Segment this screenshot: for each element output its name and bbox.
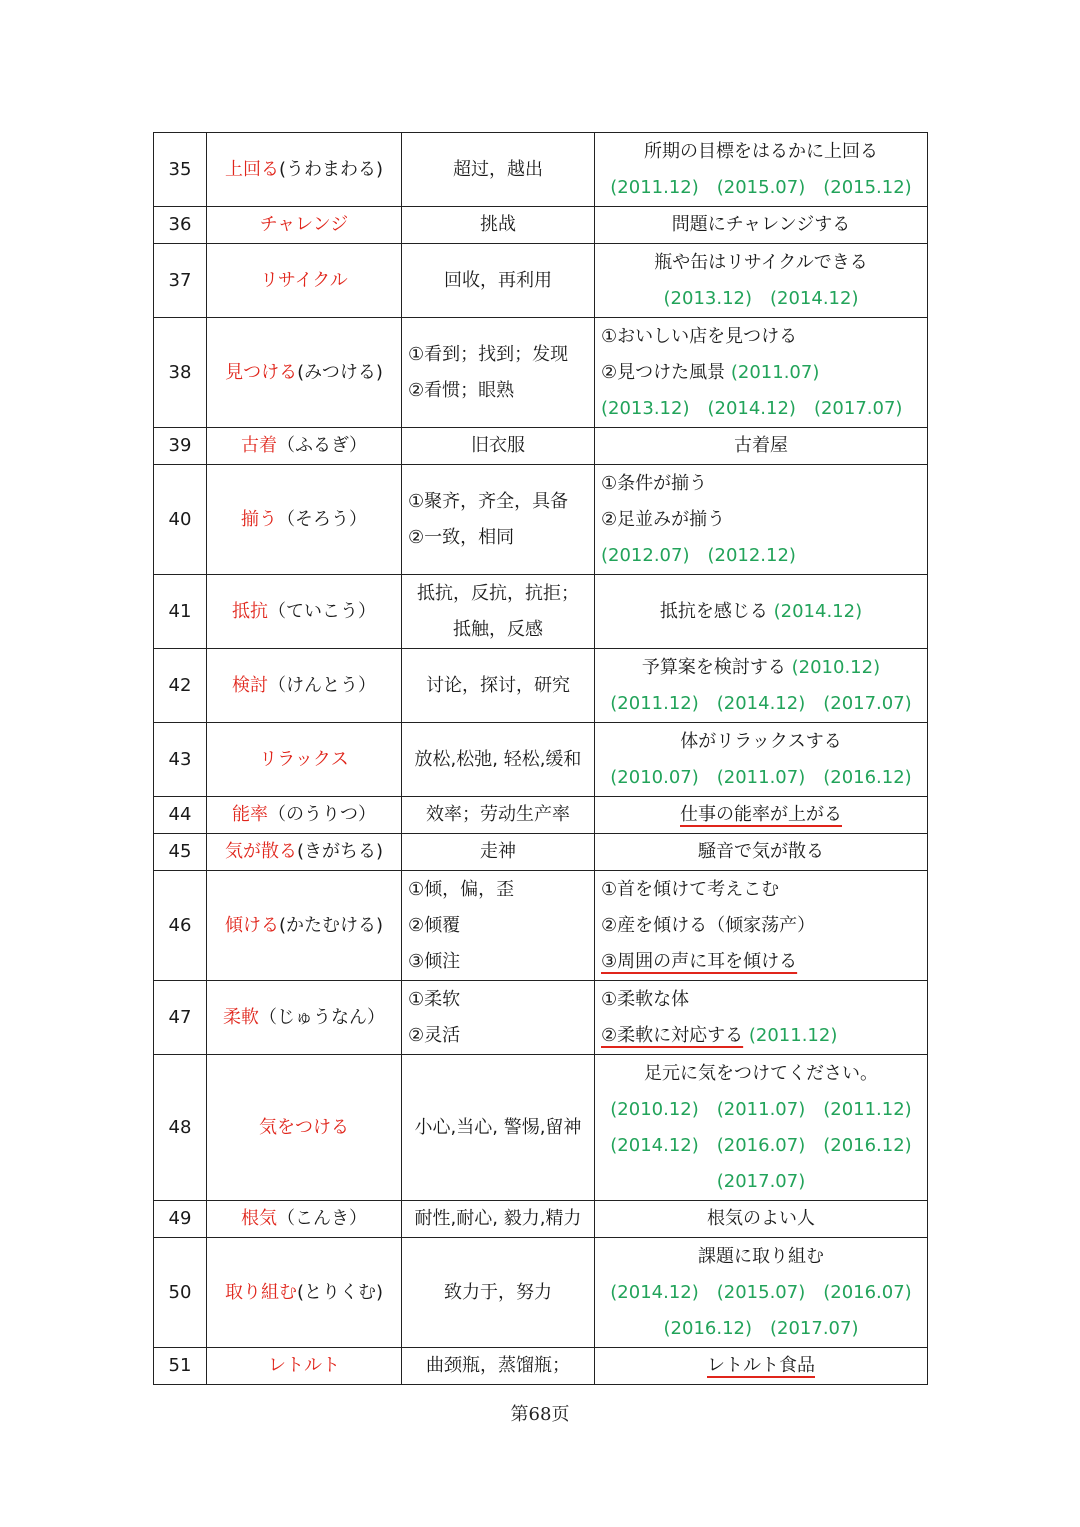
- meaning: 回收，再利用: [402, 244, 595, 318]
- example: 所期の目標をはるかに上回る (2011.12) (2015.07) (2015.12): [595, 133, 928, 207]
- meaning: ①聚齐，齐全，具备 ②一致，相同: [402, 465, 595, 575]
- vocab-word: 取り組む(とりくむ): [207, 1238, 402, 1348]
- meaning: ①看到；找到；发现 ②看惯；眼熟: [402, 318, 595, 428]
- table-row: [154, 1348, 928, 1385]
- meaning: 小心,当心, 警惕,留神: [402, 1055, 595, 1201]
- vocab-word: レトルト: [207, 1348, 402, 1385]
- table-row: [154, 1201, 928, 1238]
- meaning: 效率；劳动生产率: [402, 797, 595, 834]
- table-row: [154, 133, 928, 207]
- page-number: 第68页: [510, 1404, 570, 1425]
- exam-years: (2011.12) (2015.07) (2015.12): [610, 176, 912, 198]
- exam-years: (2016.12) (2017.07): [663, 1317, 859, 1339]
- example: 瓶や缶はリサイクルできる (2013.12) (2014.12): [595, 244, 928, 318]
- table-row: [154, 1238, 928, 1348]
- row-number: 37: [154, 244, 207, 318]
- example: 古着屋: [595, 428, 928, 465]
- vocab-word: 古着（ふるぎ）: [207, 428, 402, 465]
- vocab-word: 柔軟（じゅうなん）: [207, 981, 402, 1055]
- example: 課題に取り組む (2014.12) (2015.07) (2016.07) (2016.12) (2017.07): [595, 1238, 928, 1348]
- table-row: [154, 797, 928, 834]
- row-number: 40: [154, 465, 207, 575]
- table-row: [154, 834, 928, 871]
- table-row: [154, 318, 928, 428]
- vocab-word: 気をつける: [207, 1055, 402, 1201]
- row-number: 50: [154, 1238, 207, 1348]
- meaning: 耐性,耐心, 毅力,精力: [402, 1201, 595, 1238]
- vocab-word: 揃う（そろう）: [207, 465, 402, 575]
- example: 騒音で気が散る: [595, 834, 928, 871]
- vocab-word: 見つける(みつける): [207, 318, 402, 428]
- row-number: 42: [154, 649, 207, 723]
- meaning: ①柔软 ②灵活: [402, 981, 595, 1055]
- example: 根気のよい人: [595, 1201, 928, 1238]
- table-row: [154, 649, 928, 723]
- example: 予算案を検討する (2010.12) (2011.12) (2014.12) (2017.07): [595, 649, 928, 723]
- vocab-word: 傾ける(かたむける): [207, 871, 402, 981]
- table-row: [154, 871, 928, 981]
- vocab-word: リサイクル: [207, 244, 402, 318]
- meaning: 讨论，探讨，研究: [402, 649, 595, 723]
- table-row: [154, 244, 928, 318]
- vocabulary-table: [153, 132, 928, 1385]
- row-number: 36: [154, 207, 207, 244]
- vocab-word: 上回る(うわまわる): [207, 133, 402, 207]
- row-number: 39: [154, 428, 207, 465]
- vocab-word: 根気（こんき）: [207, 1201, 402, 1238]
- vocab-word: 抵抗（ていこう）: [207, 575, 402, 649]
- row-number: 45: [154, 834, 207, 871]
- row-number: 43: [154, 723, 207, 797]
- table-row: [154, 575, 928, 649]
- example: ①首を傾けて考えこむ ②産を傾ける（倾家荡产） ③周囲の声に耳を傾ける: [595, 871, 928, 981]
- table-row: [154, 465, 928, 575]
- meaning: ①倾，偏，歪 ②倾覆 ③倾注: [402, 871, 595, 981]
- example: 足元に気をつけてください。 (2010.12) (2011.07) (2011.12) (2014.12) (2016.07) (2016.12) (2017.07): [595, 1055, 928, 1201]
- table-row: [154, 428, 928, 465]
- vocab-word: 気が散る(きがちる): [207, 834, 402, 871]
- exam-years: (2010.12) (2011.07) (2011.12): [610, 1098, 912, 1120]
- example: ①柔軟な体 ②柔軟に対応する (2011.12): [595, 981, 928, 1055]
- example: 体がリラックスする (2010.07) (2011.07) (2016.12): [595, 723, 928, 797]
- table-row: [154, 1055, 928, 1201]
- meaning: 曲颈瓶，蒸馏瓶；: [402, 1348, 595, 1385]
- row-number: 44: [154, 797, 207, 834]
- exam-years: (2010.07) (2011.07) (2016.12): [610, 766, 912, 788]
- meaning: 致力于，努力: [402, 1238, 595, 1348]
- exam-years: (2011.12) (2014.12) (2017.07): [610, 692, 912, 714]
- example: 仕事の能率が上がる: [595, 797, 928, 834]
- meaning: 旧衣服: [402, 428, 595, 465]
- meaning: 超过，越出: [402, 133, 595, 207]
- exam-years: (2012.07) (2012.12): [601, 544, 796, 566]
- vocab-word: チャレンジ: [207, 207, 402, 244]
- exam-years: (2013.12) (2014.12): [663, 287, 859, 309]
- table-row: [154, 207, 928, 244]
- example: 問題にチャレンジする: [595, 207, 928, 244]
- meaning: 放松,松弛, 轻松,缓和: [402, 723, 595, 797]
- meaning: 挑战: [402, 207, 595, 244]
- example: ①おいしい店を見つける ②見つけた風景 (2011.07) (2013.12) (2014.12) (2017.07): [595, 318, 928, 428]
- row-number: 38: [154, 318, 207, 428]
- row-number: 41: [154, 575, 207, 649]
- table-row: [154, 981, 928, 1055]
- table-row: [154, 723, 928, 797]
- row-number: 51: [154, 1348, 207, 1385]
- vocab-word: リラックス: [207, 723, 402, 797]
- row-number: 48: [154, 1055, 207, 1201]
- example: レトルト食品: [595, 1348, 928, 1385]
- exam-years: (2014.12) (2015.07) (2016.07): [610, 1281, 912, 1303]
- example: 抵抗を感じる (2014.12): [595, 575, 928, 649]
- meaning: 走神: [402, 834, 595, 871]
- row-number: 46: [154, 871, 207, 981]
- exam-years: (2013.12) (2014.12) (2017.07): [601, 397, 903, 419]
- row-number: 35: [154, 133, 207, 207]
- vocab-word: 能率（のうりつ）: [207, 797, 402, 834]
- row-number: 49: [154, 1201, 207, 1238]
- exam-years: (2014.12) (2016.07) (2016.12): [610, 1134, 912, 1156]
- example: ①条件が揃う ②足並みが揃う (2012.07) (2012.12): [595, 465, 928, 575]
- exam-years: (2017.07): [716, 1170, 806, 1192]
- row-number: 47: [154, 981, 207, 1055]
- meaning: 抵抗，反抗，抗拒； 抵触，反感: [402, 575, 595, 649]
- vocab-word: 検討（けんとう）: [207, 649, 402, 723]
